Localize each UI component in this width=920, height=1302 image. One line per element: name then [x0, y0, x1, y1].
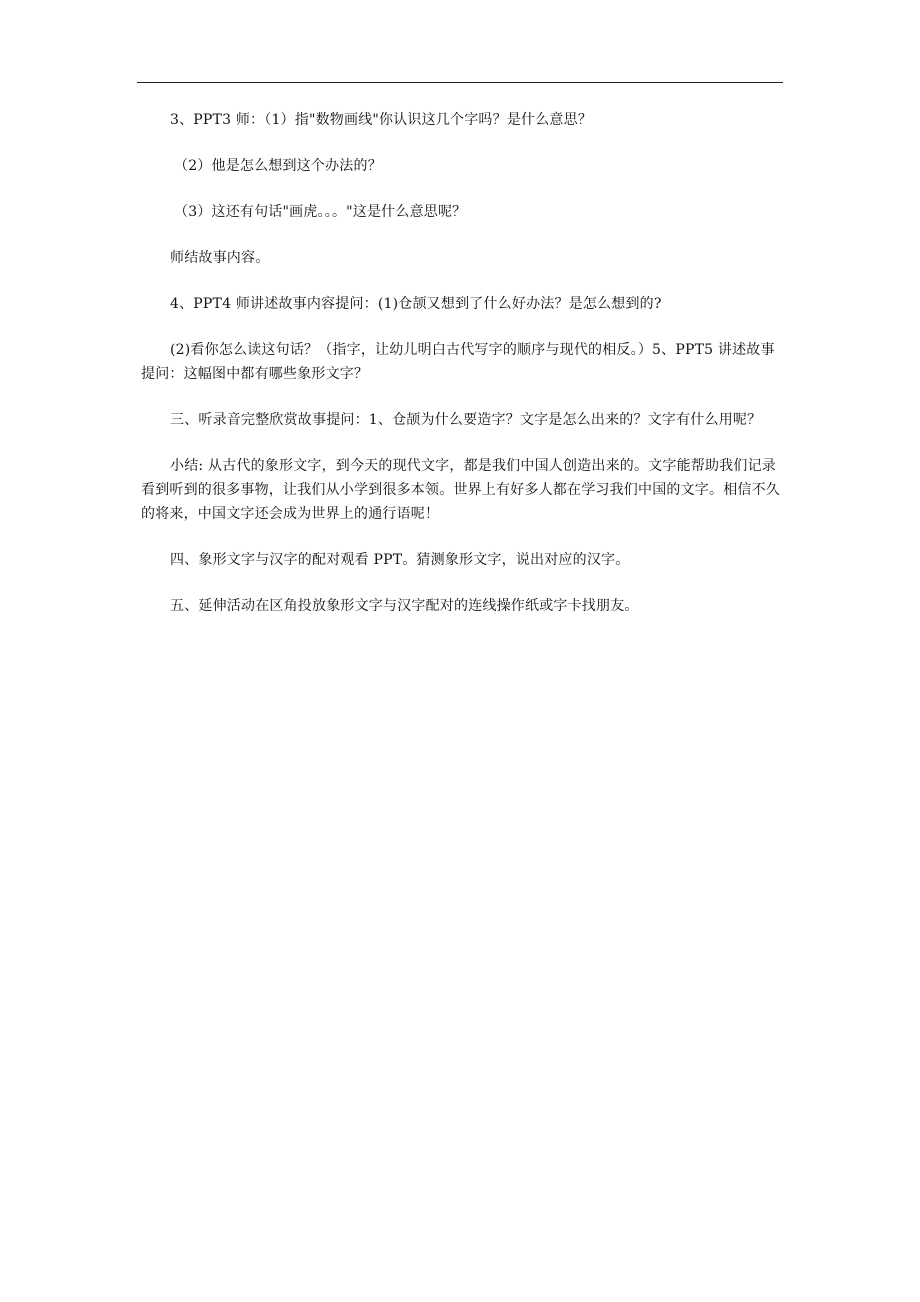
paragraph-ppt5-question: (2)看你怎么读这句话？（指字，让幼儿明白古代写字的顺序与现代的相反。）5、PPT5 讲述故事提问：这幅图中都有哪些象形文字？	[141, 342, 775, 382]
paragraph-section-four: 四、象形文字与汉字的配对观看 PPT。猜测象形文字，说出对应的汉字。	[170, 552, 630, 568]
paragraph-summary: 小结: 从古代的象形文字，到今天的现代文字，都是我们中国人创造出来的。文字能帮助我们记录看到听到的很多事物，让我们从小学到很多本领。世界上有好多人都在学习我们中国的文字。相信不久的将来，中国文字还会成为世界上的通行语呢！	[141, 458, 780, 522]
paragraph-teacher-summary: 师结故事内容。	[170, 250, 270, 266]
document-body	[141, 108, 781, 640]
header-rule	[137, 82, 783, 83]
paragraph-ppt3-question: 3、PPT3 师：（1）指"数物画线"你认识这几个字吗？是什么意思？	[170, 112, 593, 128]
paragraph-sub-question-3: （3）这还有句话"画虎。。。"这是什么意思呢？	[174, 204, 467, 220]
paragraph-section-five: 五、延伸活动在区角投放象形文字与汉字配对的连线操作纸或字卡找朋友。	[170, 598, 639, 614]
paragraph-ppt4-question: 4、PPT4 师讲述故事内容提问：(1)仓颉又想到了什么好办法？是怎么想到的?	[170, 296, 662, 312]
paragraph-sub-question-2: （2）他是怎么想到这个办法的？	[174, 158, 382, 174]
paragraph-section-three: 三、听录音完整欣赏故事提问：1、仓颉为什么要造字？文字是怎么出来的？文字有什么用呢？	[170, 412, 762, 428]
